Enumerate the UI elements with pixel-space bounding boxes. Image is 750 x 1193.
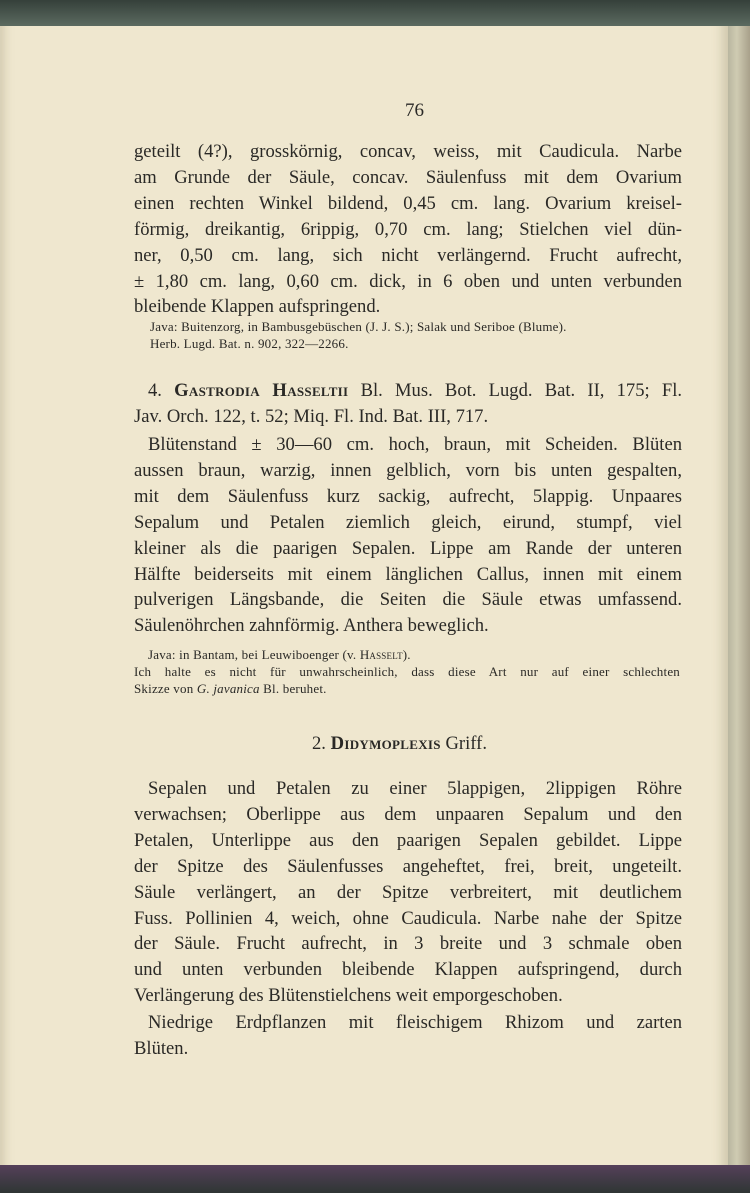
text-line: Sepalen und Petalen zu einer 5lappigen, 2lippigen Röhre: [148, 778, 682, 799]
text-line: der Spitze des Säulenfusses angeheftet, frei, breit, ungeteilt.: [134, 855, 682, 877]
scan-top-edge: [0, 0, 750, 26]
text-line: Säulenöhrchen zahnförmig. Anthera beweglich.: [134, 615, 489, 637]
locality-note-2: [134, 646, 680, 697]
text-line: Hälfte beiderseits mit einem länglichen Callus, innen mit einem: [134, 563, 682, 585]
note-line: Ich halte es nicht für unwahrscheinlich, dass diese Art nur auf einer schlechten: [134, 664, 680, 679]
text-line: aussen braun, warzig, innen gelblich, vorn bis unten gespalten,: [134, 459, 682, 481]
genus-heading: [312, 733, 487, 755]
text-line: Fuss. Pollinien 4, weich, ohne Caudicula. Narbe nahe der Spitze: [134, 907, 682, 929]
genus-number: 2.: [312, 733, 326, 754]
text-line: der Säule. Frucht aufrecht, in 3 breite und 3 schmale oben: [134, 933, 682, 955]
paragraph-gastrodia-hasseltii-description: [134, 432, 682, 639]
text-line: Petalen, Unterlippe aus den paarigen Sepalen gebildet. Lippe: [134, 829, 682, 851]
text-line: Verlängerung des Blütenstielchens weit emporgeschoben.: [134, 985, 563, 1007]
note-line: Herb. Lugd. Bat. n. 902, 322—2266.: [150, 336, 349, 351]
species-name: Gastrodia Hasseltii: [174, 380, 349, 401]
note-line: Java: in Bantam, bei Leuwiboenger (v. Hasselt).: [148, 647, 411, 662]
species-number: 4.: [148, 380, 162, 401]
paragraph-gastrodia-description-end: [134, 139, 682, 320]
text-line: und unten verbunden bleibende Klappen aufspringend, durch: [134, 959, 682, 981]
text-line: ± 1,80 cm. lang, 0,60 cm. dick, in 6 oben und unten verbunden: [134, 270, 682, 292]
genus-author: Griff.: [445, 733, 487, 754]
text-line: Säule verlängert, an der Spitze verbreitert, mit deutlichem: [134, 881, 682, 903]
text-line: einen rechten Winkel bildend, 0,45 cm. lang. Ovarium kreisel-: [134, 192, 682, 214]
paragraph-didymoplexis-description: [134, 776, 682, 1009]
text-line: mit dem Säulenfuss kurz sackig, aufrecht, 5lappig. Unpaares: [134, 485, 682, 507]
text-line: bleibende Klappen aufspringend.: [134, 296, 381, 318]
text-line: kleiner als die paarigen Sepalen. Lippe am Rande der unteren: [134, 537, 682, 559]
locality-note-1: [150, 318, 680, 352]
text-line: ner, 0,50 cm. lang, sich nicht verlängernd. Frucht aufrecht,: [134, 244, 682, 266]
species-citation-continued: Jav. Orch. 122, t. 52; Miq. Fl. Ind. Bat. III, 717.: [134, 405, 489, 427]
text-line: Sepalum und Petalen ziemlich gleich, eirund, stumpf, viel: [134, 511, 682, 533]
text-line: förmig, dreikantig, 6rippig, 0,70 cm. lang; Stielchen viel dün-: [134, 218, 682, 240]
text-line: am Grunde der Säule, concav. Säulenfuss mit dem Ovarium: [134, 166, 682, 188]
species-entry-heading: [134, 378, 682, 430]
species-citation: Bl. Mus. Bot. Lugd. Bat. II, 175; Fl.: [360, 380, 683, 401]
text-line: geteilt (4?), grosskörnig, concav, weiss, mit Caudicula. Narbe: [134, 141, 682, 162]
text-line: Blütenstand ± 30—60 cm. hoch, braun, mit Scheiden. Blüten: [148, 434, 682, 455]
book-spine-edge: [728, 26, 750, 1165]
note-line: Java: Buitenzorg, in Bambusgebüschen (J. J. S.); Salak und Seriboe (Blume).: [150, 319, 567, 334]
genus-name: Didymoplexis: [330, 733, 441, 754]
text-line: Niedrige Erdpflanzen mit fleischigem Rhizom und zarten: [148, 1012, 682, 1033]
text-line: pulverigen Längsbande, die Seiten die Säule etwas umfassend.: [134, 589, 682, 611]
text-line: verwachsen; Oberlippe aus dem unpaaren Sepalum und den: [134, 803, 682, 825]
note-line: Skizze von G. javanica Bl. beruhet.: [134, 681, 327, 696]
text-line: Blüten.: [134, 1037, 189, 1059]
page-number: 76: [405, 100, 424, 121]
scan-bottom-edge: [0, 1165, 750, 1193]
paragraph-habit: [134, 1010, 682, 1062]
